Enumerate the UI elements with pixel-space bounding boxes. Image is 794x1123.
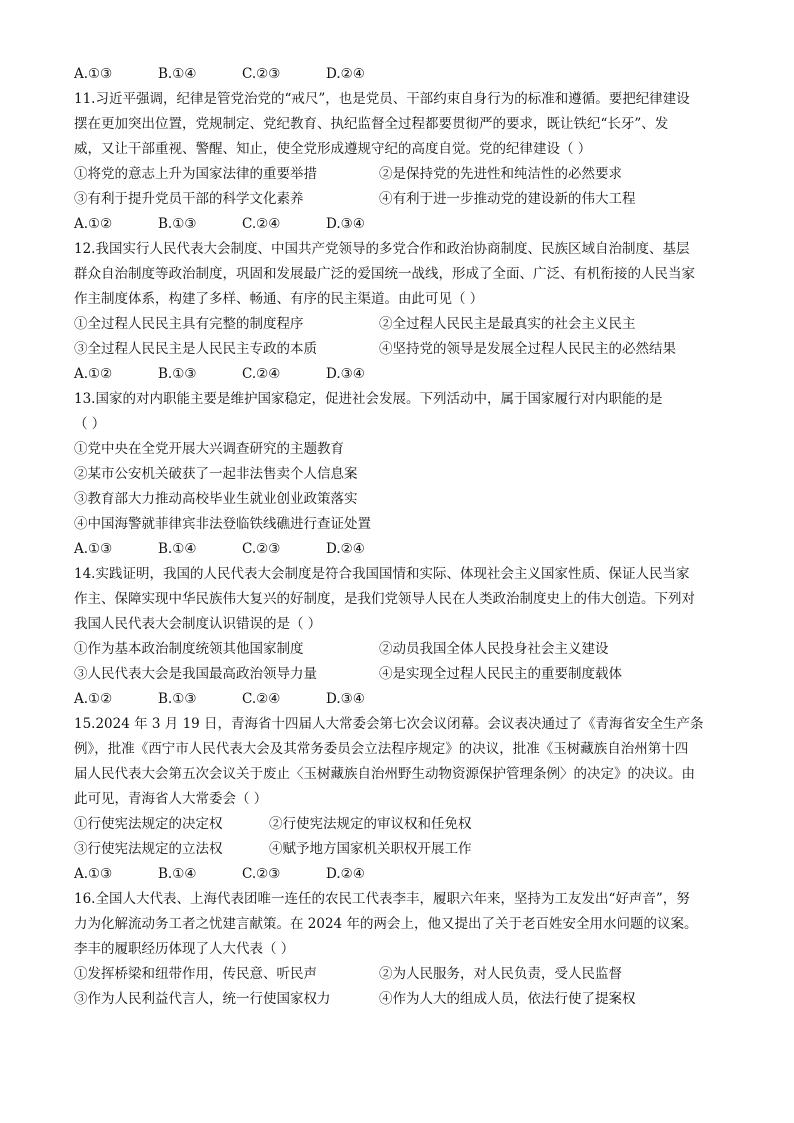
q14-options-row-1: [74, 637, 734, 662]
q11-option-4: ④有利于进一步推动党的建设新的伟大工程: [379, 191, 636, 207]
q15-options-row-2: [74, 837, 734, 862]
q13-option-3: ③教育部大力推动高校毕业生就业创业政策落实: [74, 491, 358, 507]
q15-stem-line-4: 此可见，青海省人大常委会（ ）: [74, 791, 268, 807]
q13-answer-d[interactable]: D.②④: [326, 541, 365, 557]
q13-stem-line-2: （ ）: [74, 416, 106, 432]
q15-answer-d[interactable]: D.②④: [326, 866, 365, 882]
q14-answer-a[interactable]: A.①②: [74, 691, 113, 707]
q10-answer-a[interactable]: A.①③: [74, 66, 113, 82]
q12-options-row-1: [74, 312, 734, 337]
q16-stem-line-3: 李丰的履职经历体现了人大代表（ ）: [74, 941, 295, 957]
q15-answers: [74, 862, 734, 887]
q11-stem-line-3: 威，又让干部重视、警醒、知止，使全党形成遵规守纪的高度自觉。党的纪律建设（ ）: [74, 141, 592, 157]
q14-stem-line-3: 我国人民代表大会制度认识错误的是（ ）: [74, 616, 322, 632]
q16-options-row-2: [74, 987, 734, 1012]
q14-options-row-2: [74, 662, 734, 687]
q12-option-1: ①全过程人民民主具有完整的制度程序: [74, 316, 304, 332]
q11-option-3: ③有利于提升党员干部的科学文化素养: [74, 191, 304, 207]
q16-option-2: ②为人民服务，对人民负责，受人民监督: [379, 966, 622, 982]
q12-answer-d[interactable]: D.③④: [326, 366, 365, 382]
q14-answers: [74, 687, 734, 712]
q14-option-4: ④是实现全过程人民民主的重要制度载体: [379, 666, 622, 682]
q12-answer-b[interactable]: B.①③: [158, 366, 197, 382]
q15-stem-line-1: 15.2024 年 3 月 19 日，青海省十四届人大常委会第七次会议闭幕。会议表决通过了《青海省安全生产条: [74, 716, 704, 732]
q13-answer-c[interactable]: C.②③: [242, 541, 281, 557]
q14-answer-d[interactable]: D.③④: [326, 691, 365, 707]
q12-answer-a[interactable]: A.①②: [74, 366, 113, 382]
q12-answer-c[interactable]: C.②④: [242, 366, 281, 382]
q15-stem-line-3: 届人民代表大会第五次会议关于废止〈玉树藏族自治州野生动物资源保护管理条例〉的决定》的决议。由: [74, 766, 695, 782]
q12-stem-line-2: 群众自治制度等政治制度，巩固和发展最广泛的爱国统一战线，形成了全面、广泛、有机衔接的人民当家: [74, 266, 695, 282]
q15-option-1: ①行使宪法规定的决定权: [74, 816, 223, 832]
q12-options-row-2: [74, 337, 734, 362]
q12-answers: [74, 362, 734, 387]
q13-option-1: ①党中央在全党开展大兴调查研究的主题教育: [74, 441, 344, 457]
q14-option-2: ②动员我国全体人民投身社会主义建设: [379, 641, 609, 657]
q14-stem-line-2: 作主、保障实现中华民族伟大复兴的好制度，是我们党领导人民在人类政治制度史上的伟大创造。下列对: [74, 591, 695, 607]
q11-option-2: ②是保持党的先进性和纯洁性的必然要求: [379, 166, 622, 182]
q16-stem-line-2: 力为化解流动务工者之忧建言献策。在 2024 年的两会上，他又提出了关于老百姓安全用水问题的议案。: [74, 916, 698, 932]
q14-option-3: ③人民代表大会是我国最高政治领导力量: [74, 666, 317, 682]
q16-stem-line-1: 16.全国人大代表、上海代表团唯一连任的农民工代表李丰，履职六年来，坚持为工友发出“好声音”，努: [74, 891, 690, 907]
q16-option-3: ③作为人民利益代言人，统一行使国家权力: [74, 991, 331, 1007]
q13-answer-a[interactable]: A.①③: [74, 541, 113, 557]
q15-answer-c[interactable]: C.②③: [242, 866, 281, 882]
q16-options-row-1: [74, 962, 734, 987]
q13-option-2: ②某市公安机关破获了一起非法售卖个人信息案: [74, 466, 358, 482]
q11-options-row-2: [74, 187, 734, 212]
q13-answers: [74, 537, 734, 562]
q15-options-row-1: [74, 812, 734, 837]
q10-answer-d[interactable]: D.②④: [326, 66, 365, 82]
q10-answer-c[interactable]: C.②③: [242, 66, 281, 82]
q12-stem-line-1: 12.我国实行人民代表大会制度、中国共产党领导的多党合作和政治协商制度、民族区域自治制度、基层: [74, 241, 690, 257]
q12-option-2: ②全过程人民民主是最真实的社会主义民主: [379, 316, 636, 332]
q11-stem-line-2: 摆在更加突出位置，党规制定、党纪教育、执纪监督全过程都要贯彻严的要求，既让铁纪“长牙”、发: [74, 116, 669, 132]
q12-option-3: ③全过程人民民主是人民民主专政的本质: [74, 341, 317, 357]
q13-stem-line-1: 13.国家的对内职能主要是维护国家稳定，促进社会发展。下列活动中，属于国家履行对内职能的是: [74, 391, 663, 407]
q16-option-1: ①发挥桥梁和纽带作用，传民意、听民声: [74, 966, 317, 982]
q16-option-4: ④作为人大的组成人员，依法行使了提案权: [379, 991, 636, 1007]
q10-answers: [74, 62, 734, 87]
q10-answer-b[interactable]: B.①④: [158, 66, 197, 82]
exam-page: [74, 62, 734, 1012]
q14-option-1: ①作为基本政治制度统领其他国家制度: [74, 641, 304, 657]
q15-option-2: ②行使宪法规定的审议权和任免权: [269, 816, 472, 832]
q13-answer-b[interactable]: B.①④: [158, 541, 197, 557]
q14-answer-b[interactable]: B.①③: [158, 691, 197, 707]
q11-options-row-1: [74, 162, 734, 187]
q12-stem-line-3: 作主制度体系，构建了多样、畅通、有序的民主渠道。由此可见（ ）: [74, 291, 484, 307]
q14-stem-line-1: 14.实践证明，我国的人民代表大会制度是符合我国国情和实际、体现社会主义国家性质、保证人民当家: [74, 566, 690, 582]
q11-answer-a[interactable]: A.①②: [74, 216, 113, 232]
q11-answers: [74, 212, 734, 237]
q11-answer-d[interactable]: D.③④: [326, 216, 365, 232]
q11-answer-b[interactable]: B.①③: [158, 216, 197, 232]
q15-answer-b[interactable]: B.①④: [158, 866, 197, 882]
q11-answer-c[interactable]: C.②④: [242, 216, 281, 232]
q11-option-1: ①将党的意志上升为国家法律的重要举措: [74, 166, 317, 182]
q13-option-4: ④中国海警就菲律宾非法登临铁线礁进行查证处置: [74, 516, 371, 532]
q15-option-3: ③行使宪法规定的立法权: [74, 841, 223, 857]
q11-stem-line-1: 11.习近平强调，纪律是管党治党的“戒尺”，也是党员、干部约束自身行为的标准和遵循。要把纪律建设: [74, 91, 690, 107]
q15-answer-a[interactable]: A.①③: [74, 866, 113, 882]
q14-answer-c[interactable]: C.②④: [242, 691, 281, 707]
q15-stem-line-2: 例》，批准《西宁市人民代表大会及其常务委员会立法程序规定》的决议，批准《玉树藏族自治州第十四: [74, 741, 689, 757]
q12-option-4: ④坚持党的领导是发展全过程人民民主的必然结果: [379, 341, 676, 357]
q15-option-4: ④赋予地方国家机关职权开展工作: [269, 841, 472, 857]
